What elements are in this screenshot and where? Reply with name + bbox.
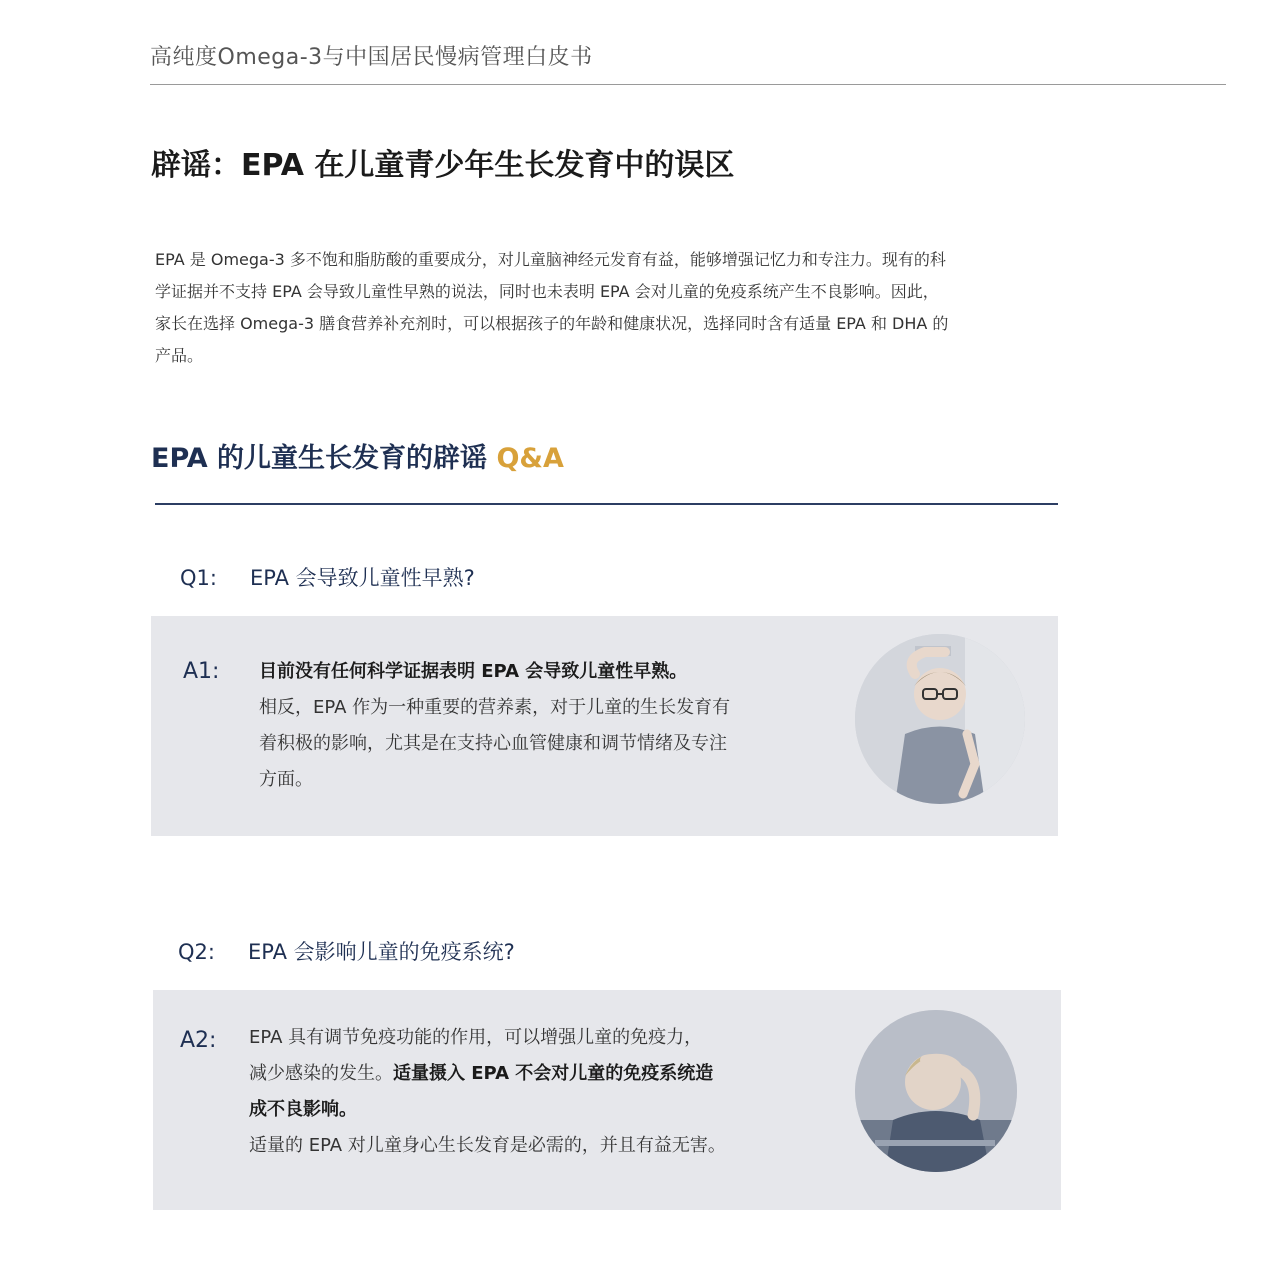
answer-line [249,1056,789,1092]
question-2 [178,936,515,966]
intro-paragraph [155,244,1050,372]
page-title: 辟谣：EPA 在儿童青少年生长发育中的误区 [151,148,735,183]
answer-line: 适量的 EPA 对儿童身心生长发育是必需的，并且有益无害。 [249,1135,726,1156]
question-text: EPA 会影响儿童的免疫系统? [248,940,515,964]
answer-fragment: 减少感染的发生。 [249,1063,393,1084]
answer-1-box [151,616,1058,836]
child-measuring-height-photo [855,634,1025,804]
qa-heading-accent: Q&A [496,443,564,474]
answer-label: A1: [183,659,220,684]
question-label: Q1: [180,566,217,590]
answer-label: A2: [180,1028,217,1053]
answer-line: 着积极的影响，尤其是在支持心血管健康和调节情绪及专注 [259,733,727,754]
answer-line: 相反，EPA 作为一种重要的营养素，对于儿童的生长发育有 [259,697,731,718]
answer-line: 成不良影响。 [249,1099,357,1120]
answer-line: EPA 具有调节免疫功能的作用，可以增强儿童的免疫力， [249,1027,703,1048]
document-header-title: 高纯度Omega-3与中国居民慢病管理白皮书 [150,45,593,70]
answer-line: 目前没有任何科学证据表明 EPA 会导致儿童性早熟。 [259,661,688,682]
intro-line: EPA 是 Omega-3 多不饱和脂肪酸的重要成分，对儿童脑神经元发育有益，能够增强记忆力和专注力。现有的科 [155,250,946,269]
question-text: EPA 会导致儿童性早熟? [250,566,475,590]
intro-line: 产品。 [155,346,204,365]
answer-fragment-bold: 适量摄入 EPA 不会对儿童的免疫系统造 [393,1063,714,1084]
question-1 [180,562,475,592]
answer-text [259,654,799,798]
intro-line: 家长在选择 Omega-3 膳食营养补充剂时，可以根据孩子的年龄和健康状况，选择同时含有适量 EPA 和 DHA 的 [155,314,949,333]
answer-2-box [153,990,1061,1210]
answer-line: 方面。 [259,769,313,790]
intro-line: 学证据并不支持 EPA 会导致儿童性早熟的说法，同时也未表明 EPA 会对儿童的免疫系统产生不良影响。因此， [155,282,939,301]
qa-heading-text: EPA 的儿童生长发育的辟谣 [151,443,497,474]
answer-text [249,1020,789,1164]
qa-section-heading [151,436,564,475]
child-holding-head-photo [855,1010,1017,1172]
qa-divider [155,503,1058,505]
header-divider [150,84,1226,85]
question-label: Q2: [178,940,215,964]
